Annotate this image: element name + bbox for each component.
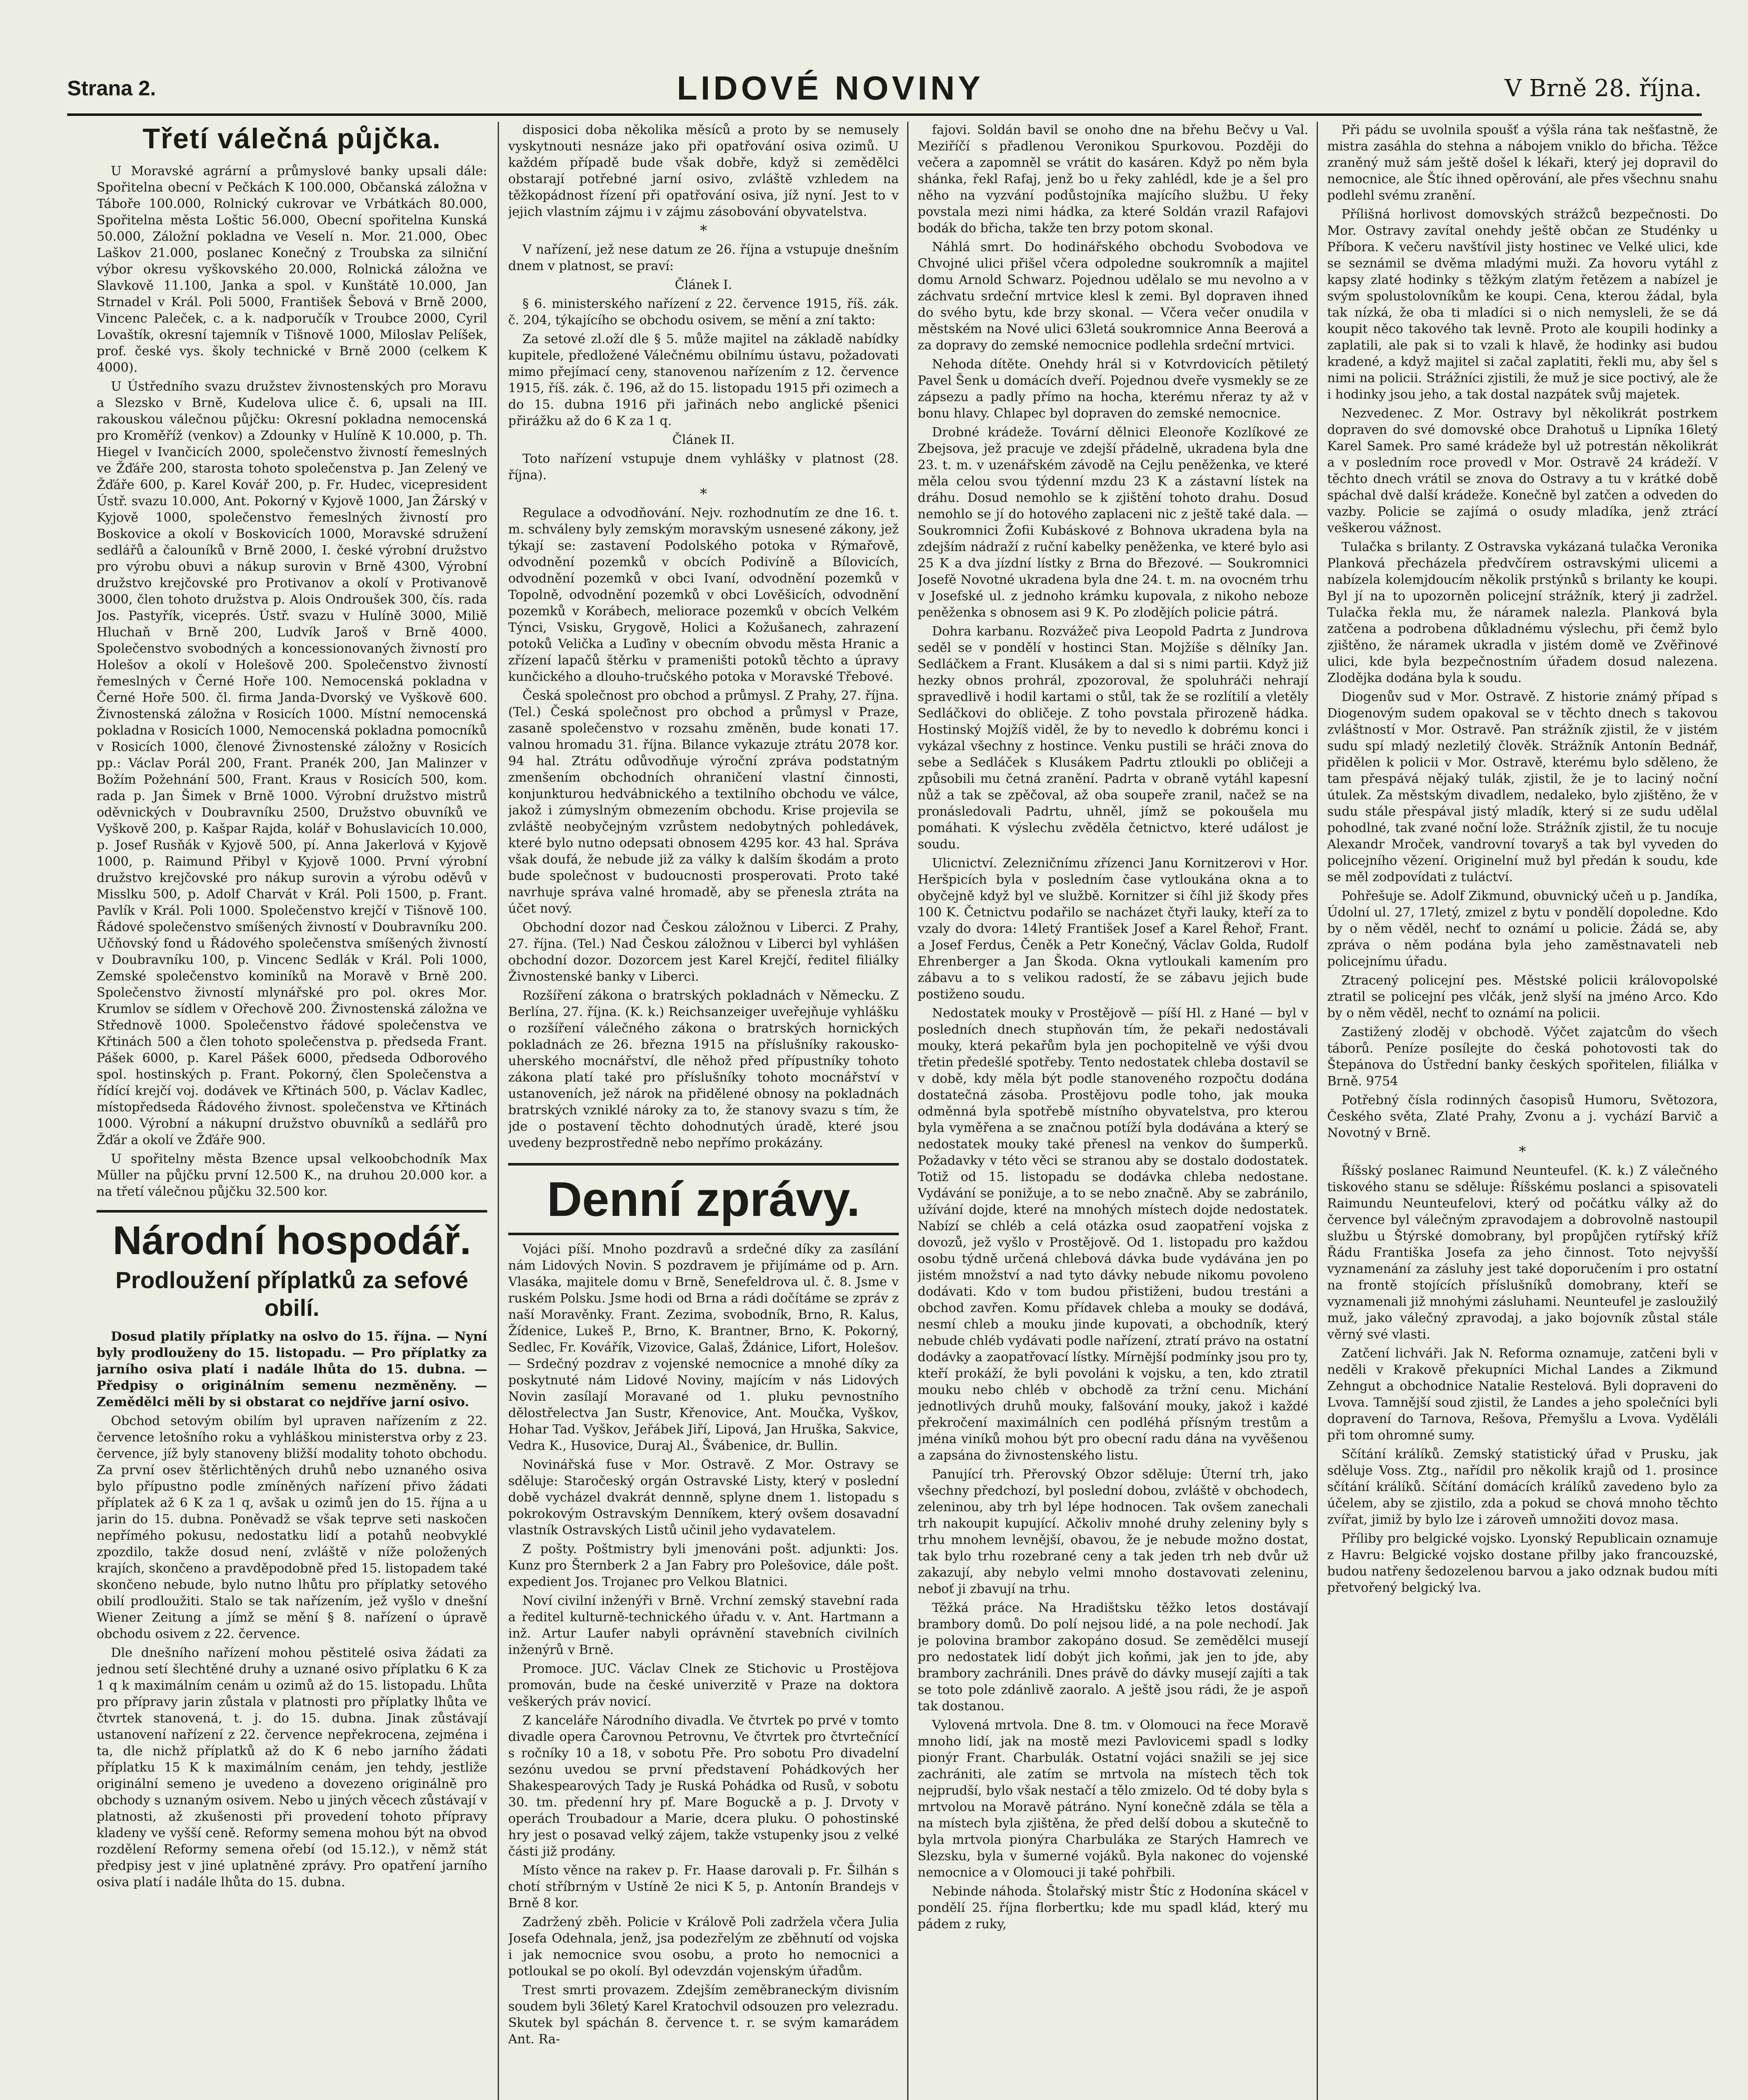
paragraph: U spořitelny města Bzence upsal velkoobchodník Max Müller na půjčku první 12.500 K., na druhou 20.000 kor. a na třetí válečnou půjčku 32.500 kor. [97, 1152, 487, 1199]
paragraph: Říšský poslanec Raimund Neunteufel. (K. k.) Z válečného tiskového stanu se sděluje: Říšskému poslanci a spisovateli Raimundu Neunteufelovi, který od počátku války až do července byl válečným zpravodajem a dobrovolně nastoupil službu u Štýrské domobrany, byl propůjčen rytířský kříž Řádu Františka Josefa za jeho činnost. Toto nejvyšší vyznamenání za zásluhy jest také doporučením i pro ostatní na frontě stojících příslušníků domobrany, kteří se vyznamenali již mnohými zásluhami. Neunteufel je zasloužilý muž, jako válečný zpravodaj, a jako bojovník zůstal stále věrný své vlasti. [1327, 1163, 1718, 1342]
paragraph: Těžká práce. Na Hradištsku těžko letos dostávají brambory domů. Do polí nejsou lidé, a na pole nechodí. Jak je polovina brambor zakopáno dosud. Se zemědělci musejí pro nedostatek lidí dobýt jich koňmi, jak jen to jde, aby brambory zachránili. Dnes právě do dávky musejí zajíti a tak se toto pole zdánlivě zaoralo. A ještě jsou rádi, že je aspoň tak dostanou. [918, 1601, 1308, 1714]
column-4 [1327, 122, 1718, 2100]
separator-star: * [1519, 1143, 1526, 1160]
separator-star: * [700, 222, 707, 239]
column-divider [1317, 122, 1318, 2100]
paragraph: Trest smrti provazem. Zdejším zeměbraneckým divisním soudem byli 36letý Karel Kratochvil odsouzen pro velezradu. Skutek byl spáchán 8. července t. r. se svým kamarádem Ant. Ra- [508, 1983, 899, 2047]
section-heading-narodni-hospodar: Národní hospodář. [97, 1210, 487, 1264]
paragraph: Zatčení lichváři. Jak N. Reforma oznamuje, zatčeni byli v neděli v Krakově překupníci Michal Landes a Zikmund Zehngut a obchodnice Natalie Restelová. Byli dopraveni do Lvova. Tamnější soud zjistil, že Landes a jeho společníci byli dopravení do Tarnova, Rešova, Přemyšlu a Lvova. Vyděláli při tom ohromné sumy. [1327, 1346, 1718, 1443]
subheading-seed-premiums: Prodloužení příplatků za sefové obilí. [115, 1267, 469, 1321]
column-2 [508, 122, 899, 2100]
paragraph: Nedostatek mouky v Prostějově — píší Hl. z Hané — byl v posledních dnech stupňován tím, že pekaři nedostávali mouky, která pekařům byla jen pochopitelně ve výši dvou třetin předešlé spotřeby. Tento nedostatek chleba dostavil se v době, kdy měla být podle stanoveného rozpočtu dodána dostatečná zásoba. Prostějovu podle toho, jak mouka odměnná byla spotřebě místního obyvatelstva, pro kterou byla vyměřena a se značnou potíží byla dodávána a který se nedostatek mouky také přenesl na venkov do šumperků. Požadavky v této věci se stranou aby se dostalo dodostatek. Totiž od 15. listopadu se dodávka chleba nedostane. Vydávání se ponižuje, a to se nebo značně. Aby se zabránilo, užívání dojde, které na mnohých místech dojde nedostatek. Nabízí se chléb a celá otázka osud zaopatření vojska z dovozů, jež vyšlo v Prostějově. Od 1. listopadu pro každou osobu týdně určená chlebová dávka bude vydávána jen po jistém množství a nad tyto dávky nebude nikomu povoleno dodávati. Kdo v tom budou přistiženi, budou trestáni a obchod zavřen. Komu přídavek chleba a mouky se dodává, nesmí chleb a mouku jinde kupovati, a obchodník, který nebude chléb vydávati podle nařízení, ztratí právo na ostatní dodávky a zaopatřovací lístky. Mírnější podmínky jsou pro ty, kteří prokáží, že byli povoláni k vojsku, a ten, kdo ztratil mouku nebo chléb v obchodě za tržní cenu. Michání jednotlivých druhů mouky, falšování mouky, jakož i každé překročení maximálních cen podléhá přísným trestům a jména viníků mohou být pro obecní radu dána na vyvěšenou a zapsána do živnostenského listu. [918, 1006, 1308, 1463]
paragraph: Obchod setovým obilím byl upraven nařízením z 22. července letošního roku a vyhláškou ministerstva orby z 23. července, jíž byly stanoveny bližší modality tohoto obchodu. Za první osev štěrlichtěných druhů nebo uznaného osiva bylo přípustno podle zmíněných nařízení přivo žádati příplatek až 6 K za 1 q, avšak u ozimů jen do 15. října a u jarin do 15. dubna. Poněvadž se však teprve seti naskočen nepřímého pokusu, nedostatku lidí a potahů neobvyklé zpozdilo, takže dosud není, zvláště v níže položených krajích, skončeno a pravděpodobně před 15. listopadem také skončeno nebude, bylo nutno lhůtu pro příplatky setového obilí prodloužiti. Stalo se tak nařízením, jež vyšlo v dnešní Wiener Zeitung a jímž se mění § 8. nařízení o úpravě obchodu osivem z 22. července. [97, 1414, 487, 1641]
paragraph: Nebinde náhoda. Štolařský mistr Štíc z Hodonína skácel v pondělí 25. října florbertku; kde mu spadl klád, který mu pádem z ruky, [918, 1884, 1308, 1932]
paragraph: Nehoda dítěte. Onehdy hrál si v Kotvrdovicích pětiletý Pavel Šenk u domácích dveří. Pojednou dveře vysmekly se ze zápsezu a padly přímo na hocha, kterému nřeraz ty až v bonu hlavy. Chlapec byl dopraven do zemské nemocnice. [918, 357, 1308, 421]
paragraph: Novinářská fuse v Mor. Ostravě. Z Mor. Ostravy se sděluje: Staročeský orgán Ostravské Listy, který v poslední době vycházel dvakrát dennně, splyne dnem 1. listopadu s pokrokovým Ostravským Denníkem, který ovšem dosavadní vlastník Ostravských Listů učinil jeho vydavatelem. [508, 1457, 899, 1538]
article-heading: Článek II. [672, 433, 735, 447]
paragraph: V nařízení, jež nese datum ze 26. října a vstupuje dnešním dnem v platnost, se praví: [508, 242, 899, 273]
paragraph: Vylovená mrtvola. Dne 8. tm. v Olomouci na řece Moravě mnoho lidí, jak na mostě mezi Pavlovicemi spadl s lodky pionýr Frant. Charbulák. Ostatní vojáci snažili se jej sice zachrániti, ale zatím se mrtvola na místech těch tok nejprudší, bylo však nestačí a tělo zmizelo. Od té doby byla s mrtvolou na Moravě pátráno. Nyní konečně zdála se těla a na místech byla zjištěna, že před delší dobou a skutečně to byla mrtvola pionýra Charbuláka ze Starých Hamrech ve Slezsku, byla v šumerné vojáků. Byla nakonec do vojenské nemocnice a v Olomouci ji také pohřbili. [918, 1718, 1308, 1880]
paragraph: Toto nařízení vstupuje dnem vyhlášky v platnost (28. října). [508, 452, 899, 483]
paragraph: Ztracený policejní pes. Městské policii královopolské ztratil se policejní pes vlčák, jenž slyší na jméno Arco. Kdo by o něm věděl, nechť to oznámí na policii. [1327, 973, 1718, 1021]
paragraph: Náhlá smrt. Do hodinářského obchodu Svobodova ve Chvojné ulici přišel včera odpoledne soukromník a majitel domu Arnold Schwarz. Pojednou udělalo se mu nevolno a v záchvatu srdeční mrtvice klesl k zemi. Byl dopraven ihned do svého bytu, kde brzy skonal. — Včera večer onudila v městském na Nové ulici 63letá soukromnice Anna Beerová a za dopravy do zemské nemocnice podlehla srdeční mrtvici. [918, 240, 1308, 353]
paragraph: Potřebný čísla rodinných časopisů Humoru, Světozora, Českého světa, Zlaté Prahy, Zvonu a j. vychází Barvič a Novotný v Brně. [1327, 1093, 1718, 1140]
paragraph: Příliby pro belgické vojsko. Lyonský Republicain oznamuje z Havru: Belgické vojsko dostane přilby jako francouzské, budou natřeny šedozelenou barvou a jako odznak budou míti přetvořený belgický lva. [1327, 1531, 1718, 1595]
newspaper-title: LIDOVÉ NOVINY [677, 69, 984, 107]
paragraph: Při pádu se uvolnila spoušť a výšla rána tak nešťastně, že mistra zasáhla do stehna a nábojem vniklo do břicha. Těžce zraněný muž sám ještě došel k lékaři, který jej dopravil do nemocnice, ale Štíc ihned opěrování, ale přes všechnu snahu podlehl svému zranění. [1327, 123, 1718, 203]
paragraph: Dle dnešního nařízení mohou pěstitelé osiva žádati za jednou setí šlechtěné druhy a uznané osivo příplatku 6 K za 1 q k maximálním cenám u ozimů až do 15. listopadu. Lhůta pro přípravy jarin zůstala v platnosti pro příplatky lhůta ve čtvrtek stanovená, t. j. do 15. dubna. Jinak zůstávají ustanovení nařízení z 22. července nepřekrocena, zejména i ta, dle nichž příplatků až do K 6 nebo jarního žádati příplatku 15 K k maximálním cenám, jen tehdy, jestliže originální semeno je uvedeno a dovezeno originálně pro obchody s uznaným osivem. Nebo u jiných věcech zůstávají v platnosti, až zkušenosti při provedení tohoto přípravy kladeny ve vyšší ceně. Reformy semena mohou být na obvod rozdělení Reformy semena ořebí (od 15.12.), v němž stát předpisy jest v jiné uplatněné zprávy. Pro opatření jarního osiva platí i nadále lhůta do 15. dubna. [97, 1646, 487, 1890]
headline-war-loan: Třetí válečná půjčka. [142, 123, 441, 155]
paragraph: fajovi. Soldán bavil se onoho dne na břehu Bečvy u Val. Meziříčí s přadlenou Veronikou Spurkovou. Později do večera a zapomněl se vrátit do kasáren. Když po něm byla shánka, řekl Rafaj, jenž bo u řeky zahlédl, kde je a šel pro něho na vyzvání podůstojníka majícího službu. U řeky povstala mezi nimi hádka, za které Soldán vrazil Rafajovi bodák do břicha, takže ten brzy potom skonal. [918, 123, 1308, 236]
paragraph: Zastižený zloděj v obchodě. Výčet zajatcům do všech táborů. Peníze posílejte do česká pohotovosti tak do Štepánova do Ústřední banky českých spořitelen, filiálka v Brně. 9754 [1327, 1025, 1718, 1089]
masthead [67, 63, 1702, 116]
column-divider [907, 122, 908, 2100]
paragraph: § 6. ministerského nařízení z 22. července 1915, říš. zák. č. 204, týkajícího se obchodu osivem, se mění a zní takto: [508, 297, 899, 328]
paragraph: Rozšíření zákona o bratrských pokladnách v Německu. Z Berlína, 27. října. (K. k.) Reichsanzeiger uveřejňuje vyhlášku o rozšíření válečného zákona o bratrských hornických pokladnách ze 26. března 1915 na příslušníky rakousko-uherského mocnářství, dle něhož před přípustníky tohoto zákona platí také pro příslušníky tohoto mocnářství v ustanoveních, jež nárok na přidělené obnosy na pokladnách bratrských vzniklé nároky za to, že stanovy svazu s tím, že jde o postavení těchto dohodnutých úradě, které jsou uvedeny bezprostředně nebo nepřímo prokázány. [508, 988, 899, 1150]
paragraph: Česká společnost pro obchod a průmysl. Z Prahy, 27. října. (Tel.) Česká společnost pro obchod a průmysl v Praze, zasaně společenstvo v rozsahu změněn, bude konati 17. valnou hromadu 31. října. Bilance vykazuje ztrátu 2078 kor. 94 hal. Ztrátu odůvodňuje výroční zpráva podstatným zmenšením obchodních ohraničení vlastní činnosti, konjunkturou hedvábnického a textilního obchodu ve válce, jakož i zúmyslným obmezením obchodu. Krise projevila se zvláště neobyčejným vzrůstem nedobytných pohledávek, které bylo nutno odepsati obnosem 4295 kor. 43 hal. Správa však doufá, že nebude již za války k dalším škodám a proto bude společnost v budoucnosti prosperovati. Proto také navrhuje správa valné hromadě, aby se přenesla ztráta na účet nový. [508, 688, 899, 916]
paragraph: U Moravské agrární a průmyslové banky upsali dále: Spořitelna obecní v Pečkách K 100.000, Občanská záložna v Táboře 100.000, Rolnický cukrovar ve Vrbátkách 80.000, Spořitelna města Loštic 56.000, Obecní spořitelna Kunská 50.000, Záložní pokladna ve Veselí n. Mor. 21.000, Obec Laškov 21.000, poslanec Konečný z Troubska za silniční výbor okresu vyškovského 20.000, Rolnická záložna ve Slavkově 11.100, Janka a spol. v Kunštátě 10.000, Jan Strnadel v Král. Poli 5000, František Šebová v Brně 2000, Vincenc Paleček, c. a k. nadporučík v Troubce 2000, Cyril Lovaštík, okresní tajemník v Tišnově 1000, Miloslav Pelíšek, prof. české vys. školy technické v Brně 2000 (celkem K 4000). [97, 164, 487, 375]
paragraph: Diogenův sud v Mor. Ostravě. Z historie známý případ s Diogenovým sudem opakoval se v těchto dnech s takovou zvláštností v Mor. Ostravě. Pan strážník zjistil, že v jistém sudu spí mladý nezletilý člověk. Strážník Antonín Bednář, přidělen k policii v Mor. Ostravě, kterému bylo sděleno, že tam přespává nějaký tulák, zjistil, že je to laciný noční útulek. Za městským divadlem, nedaleko, bylo zjištěno, že v sudu stále přespával jistý mladík, který si ze sudu udělal pohodlné, tak zvané noční lože. Strážník zjistil, že tu nocuje Alexandr Mroček, vandrovní tovaryš a tak byl vyveden do policejního vězení. Originelní muž byl předán k soudu, kde se měl zodpovídati z tuláctví. [1327, 690, 1718, 885]
paragraph: Sčítání králíků. Zemský statistický úřad v Prusku, jak sděluje Voss. Ztg., nařídil pro několik krajů od 1. prosince sčítání králíků. Sčítání domácích králíků zavedeno bylo za účelem, aby se zjistilo, zda a pokud se chová mnoho těchto zvířat, jimiž by bylo lze i zároveň umnožiti dovoz masa. [1327, 1447, 1718, 1527]
paragraph: Panující trh. Přerovský Obzor sděluje: Úterní trh, jako všechny předchozí, byl poslední dobou, zvláště v obchodech, zeleninou, aby trh byl lépe hodnocen. Tak ovšem zanechali trh nakoupit kupující. Ačkoliv mnohé druhy zeleniny byly s trhu mnohem levnější, obavou, že je nebude možno dostat, tak bylo trhu rozebrané ceny a tak jeden trh neb dvůr už zakazují, aby nebylo velmi mnoho dostavovati zeleninu, neboť ji zbavují na trhu. [918, 1467, 1308, 1596]
paragraph: Z kanceláře Národního divadla. Ve čtvrtek po prvé v tomto divadle opera Čarovnou Petrovnu, Ve čtvrtek pro čtvrtečnící s ročníky 10 a 18, v sobotu Pře. Pro sobotu Pro divadelní sezónu uvedou se první představení Pohádkových her Shakespearových Tady je Ruská Pohádka od Rusů, v sobotu 30. tm. předenní hry pf. Mare Boguckě a p. J. Drvoty v operách Troubadour a Marie, dcera pluku. O pohostinské hry jest o posavad velký zájem, takže vstupenky jsou z velké části již prodány. [508, 1713, 899, 1859]
separator-star: * [700, 486, 707, 502]
paragraph: Promoce. JUC. Václav Clnek ze Stichovic u Prostějova promován, bude na české univerzitě v Praze na doktora veškerých práv novicí. [508, 1662, 899, 1709]
column-3 [918, 122, 1308, 2100]
paragraph: Tulačka s brilanty. Z Ostravska vykázaná tulačka Veronika Planková přecházela předvčírem ostravskými ulicemi a nabízela kolemjdoucím několik prstýnků s brilanty ke koupi. Byl jí na to upozorněn policejní strážník, který ji zadržel. Tulačka řekla mu, že náramek nalezla. Planková byla zatčena a podrobena důkladnému výslechu, při čemž bylo zjištěno, že náramek ukradla v jistém domě ve Zvěřinové ulici, kde byla bezpečnostním úřadem dosud nalezena. Zlodějka dodána byla k soudu. [1327, 540, 1718, 685]
paragraph: Ulicnictví. Zelezničnímu zřízenci Janu Kornitzerovi v Hor. Heršpicích byla v posledním čase vytloukána okna a to obyčejně když byl ve službě. Kornitzer si číhl již škody přes 100 K. Četnictvu podařilo se nacházet čtyři lauky, kteří za to vzaly do dvora: 14letý František Josef a Karel Řehoř, Frant. a Josef Ferdus, Čeněk a Petr Konečný, Václav Golda, Rudolf Ehrenberger a Jan Škoda. Okna vytloukali kamením pro zábavu a to s velikou radostí, že se zábavu jejich bude postiženo soudu. [918, 856, 1308, 1002]
paragraph: U Ústředního svazu družstev živnostenských pro Moravu a Slezsko v Brně, Kudelova ulice č. 6, upsali na III. rakouskou válečnou půjčku: Okresní pokladna nemocenská pro Kroměříž (venkov) a Zdounky v Hulíně K 10.000, p. Th. Hiegel v Ivančicích 2000, společenstvo živností řemeslných ve Žďáře 200, starosta tohoto společenstva p. Jan Zelený ve Žďáře 600, p. Karel Kovář 200, p. Fr. Hudec, vicepresident Ústř. svazu 10.000, Ant. Pokorný v Kyjově 1000, Jan Žárský v Kyjově 1000, společenstvo řemeslných živností pro Boskovice a okolí v Boskovicích 1000, Moravské sdružení sedlářů a čalouníků v Brně 2000, I. české výrobní družstvo pro výrobu obuvi a nákup surovin v Brně 4300, Výrobní družstvo krejčovské pro Protivanov a okolí v Protivanově 3000, člen tohoto družstva p. Alois Ondroušek 300, čís. rada Jos. Pastyřík, viceprés. Ústř. svazu v Hulíně 3000, Miliě Hluchaň v Brně 200, Ludvík Jaroš v Brně 4000. Společenstvo svobodných a koncessionovaných živností pro Holešov a okolí v Holešově 200. Společenstvo živností řemeslných v Černé Hoře 100. Nemocenská pokladna v Černé Hoře 500. čl. firma Janda-Dvorský ve Vyškově 600. Živnostenská záložna v Rosicích 1000. Místní nemocenská pokladna v Rosicích 1000, Nemocenská pokladna pomocníků v Rosicích 1000, členové Živnostenské záložny v Rosicích pp.: Václav Porál 200, Frant. Pranék 200, Jan Malinzer v Božím Požehnání 500, Frant. Kraus v Rosicích 500, kom. rada p. Jan Šimek v Brně 1000. Výrobní družstvo mistrů oděvnických v Doubravníku 2500, Družstvo obuvníků ve Vyškově 200, p. Kašpar Rajda, kolář v Bohuslavicích 10.000, p. Josef Rusňák v Kyjově 500, pí. Anna Jakerlová v Kyjově 1000, p. Raimund Přibyl v Kyjově 1000. První výrobní družstvo krejčovské pro nákup surovin a výrobu oděvů v Misslku 500, p. Adolf Charvát v Král. Poli 1500, p. Frant. Pavlík v Král. Poli 1000. Společenstvo krejčí v Tišnově 100. Řádové společenstvo smíšených živností v Doubravníku 200. Učňovský fond u Řádového společenstva smíšených živností v Doubravníku 100, p. Vincenc Sedlák v Král. Poli 1000, Zemské společenstvo kominíků na Moravě v Brně 200. Společenstvo živností mlynářské pro pol. okres Mor. Krumlov se sídlem v Ořechově 200. Živnostenská záložna ve Střednově 1000. Společenstvo řádové společenstva ve Křtinách 500 a člen tohoto společenstva p. předseda Frant. Pášek 6000, p. Karel Pášek 6000, předseda Odborového spol. hostinských p. Frant. Pokorný, člen Společenstva a řídící krejčí voj. dodávek ve Křtinách 500, p. Václav Kadlec, místopředseda Řádového živnost. společenstva ve Křtinách 1000. Výrobní a nákupní družstvo obuvníků a sedlářů pro Žďár a okolí ve Žďáře 900. [97, 379, 487, 1147]
column-1 [97, 122, 487, 2100]
paragraph: Zadržený zběh. Policie v Králově Poli zadržela včera Julia Josefa Odehnala, jenž, jsa podezřelým ze zběhnutí od vojska i jak nemocnice svou osobu, a proto ho nemocnici a potloukal se po okolí. Byl odevzdán vojenským úřadům. [508, 1915, 899, 1979]
paragraph: Obchodní dozor nad Českou záložnou v Liberci. Z Prahy, 27. října. (Tel.) Nad Českou záložnou v Liberci byl vyhlášen obchodní dozor. Dozorcem jest Karel Krejčí, ředitel filiálky Živnostenské banky v Liberci. [508, 920, 899, 984]
paragraph: Z pošty. Poštmistry byli jmenováni pošt. adjunkti: Jos. Kunz pro Šternberk 2 a Jan Fabry pro Polešovice, dále pošt. expedient Jos. Trojanec pro Velkou Blatnici. [508, 1542, 899, 1589]
paragraph: Za setové zl.oží dle § 5. může majitel na základě nabídky kupitele, předložené Válečnému obilnímu ústavu, požadovati mimo přejímací ceny, stanovenou nařízením z 12. července 1915, říš. zák. č. 196, až do 15. listopadu 1915 při ozimech a do 15. dubna 1916 při jařinách nebo anglické pšenici přirážku až do 6 K za 1 q. [508, 332, 899, 428]
paragraph: Místo věnce na rakev p. Fr. Haase darovali p. Fr. Šilhán s chotí stříbrným v Ustíně 2e nici K 5, p. Antonín Brandejs v Brně 8 kor. [508, 1863, 899, 1911]
page-number: Strana 2. [67, 76, 156, 100]
paragraph: Noví civilní inženýři v Brně. Vrchní zemský stavební rada a ředitel kulturně-technického úřadu v. v. Ant. Hartmann a inž. Artur Laufer nabyli oprávnění stavebních civilních inženýrů v Brně. [508, 1593, 899, 1657]
paragraph: Dohra karbanu. Rozvážeč piva Leopold Padrta z Jundrova seděl se v pondělí v hostinci Stan. Mojžíše s dělníky Jan. Sedláčkem a Frant. Klusákem a dal si s nimi partii. Když již hezky obnos prohrál, zpozoroval, že spoluhráči nehrají spravedlivě i hodil kartami o stůl, tak že se rozlítilí a vletěly Sedláčkovi do obličeje. Z toho povstala přirozeně hádka. Hostinský Mojžíš viděl, že by to nevedlo k dobrému konci i vykázal všechny z hostince. Venku pustili se hráči znova do sebe a Sedláček s Klusákem Padrtu ztloukli po obličeji a způsobili mu četná zranění. Padrta v obraně vytáhl kapesní nůž a tak se zpěčoval, až oba soupeře zranil, načež se na pronásledovali Padrtu, uhněl, jímž se pokoušela mu pomáhati. K výslechu zvěděla četnictvo, které událost je soudu. [918, 624, 1308, 852]
section-heading-denni-zpravy: Denní zprávy. [508, 1163, 899, 1235]
paragraph: Regulace a odvodňování. Nejv. rozhodnutím ze dne 16. t. m. schváleny byly zemským moravským usnesené zákony, jež týkají se: zastavení Podolského potoka v Rýmařově, odvodnění pozemků v obcích Podivíně a Bílovicích, odvodnění pozemků v obci Ivaní, odvodnění pozemků v Topolně, odvodnění pozemků v obci Lověšicích, odvodnění pozemků v Korábech, meliorace pozemků v obcích Velkém Týnci, Vsisku, Grygově, Holici a Kožušanech, zahrazení potoků Velička a Luďiny v obecním obvodu města Hranic a zřízení lapačů štěrku v prameništi potoků těchto a úpravy kunčického a dlouho-tručského potoka v Moravské Třebové. [508, 506, 899, 684]
lead-paragraph: Dosud platily příplatky na oslvo do 15. října. — Nyní byly prodlouženy do 15. listopadu. — Pro příplatky za jarního osiva platí i nadále lhůta do 15. dubna. — Předpisy o originálním semenu nezměněny. — Zemědělci měli by si obstarat co nejdříve jarní osivo. [97, 1329, 487, 1410]
paragraph: Vojáci píší. Mnoho pozdravů a srdečné díky za zasílání nám Lidových Novin. S pozdravem je přijímáme od p. Arn. Vlasáka, majitele domu v Brně, Senefeldrova ul. č. 8. Jsme v ruském Polsku. Jsme hodi od Brna a rádi dočítáme se zpráv z naší Moravěnky. Frant. Zezima, svobodník, Brno, R. Kalus, Žídenice, Lukeš P., Brno, K. Brantner, Brno, K. Pokorný, Sedlec, Fr. Kovářík, Vizovice, Galaš, Ždánice, Lifort, Holešov. — Srdečný pozdrav z vojenské nemocnice a mnohé díky za poskytnuté nám Lidové Noviny, majícím v nás Lidových Novin zasílají Moravané od 1. pluku pevnostního dělostřelectva Jan Sustr, Křenovice, Ant. Moučka, Vyškov, Hohar Tad. Vyškov, Jeřábek Jiří, Lipová, Jan Hruška, Sakvice, Vedra K., Husovice, Duraj Al., Švábenice, dr. Bullin. [508, 1242, 899, 1453]
article-heading: Článek I. [675, 278, 732, 292]
paragraph: Drobné krádeže. Tovární dělnici Eleonoře Kozlíkové ze Zbejsova, jež pracuje ve zdejší přádelně, ukradena byla dne 23. t. m. v uzenářském závodě na Cejlu peněženka, ve které měla celou svou týdenní mzdu 23 K a zástavní lístek na dráhu. Dosud nemohlo se k zjištění tohoto drahu. Dosud nemohlo se jí do hotového zaplaceni nic z ještě také dala. — Soukromnici Žofii Kubáskové z Bohnova ukradena byla na zdejším nádraží z ruční kabelky peněženka, ve které bylo asi 25 K a dva jízdní lístky z Brna do Březové. — Soukromnici Josefě Novotné ukradena byla dne 24. t. m. na ovocném trhu v Josefské ul. z jednoho krámku kupovala, z nikoho neboze peněženka s obnosem asi 9 K. Po zlodějích policie pátrá. [918, 425, 1308, 620]
paragraph: disposici doba několika měsíců a proto by se nemusely vyskytnouti nesnáze jako při opatřování osiva ozimů. U každém případě bude však dobře, když si zemědělci obstarají potřebné jarní osivo, zvláště vzhledem na těžkopádnost řízení při opatřování osiva, jíž nyní. Jest to v jejich vlastním zájmu i v zájmu zásobování obyvatelstva. [508, 123, 899, 219]
paragraph: Přílišná horlivost domovských strážců bezpečnosti. Do Mor. Ostravy zavítal onehdy ještě občan ze Studénky u Příbora. K večeru navštívil jisty hostinec ve Velké ulici, kde se seznámil se dvěma mladými muži. Za hovoru vytáhl z kapsy zlaté hodinky s těžkým zlatým řetězem a nabízel je svým spolustolovníkům ke koupi. Cena, kterou žádal, byla tak nízká, že oba ti mladíci si o nich nemysleli, že se dá koupit něco takového tak levně. Proto ale koupili hodinky a zaplatili, ale pak si to vzali k hlavě, že hodinky asi budou kradené, a když majitel si začal zaplatiti, řekli mu, aby šel s nimi na policii. Strážníci zjistili, že muž je sice poctivý, ale že i hodinky jsou jeho, a tak dostal nazpátek svůj majetek. [1327, 207, 1718, 402]
paragraph: Pohřešuje se. Adolf Zikmund, obuvnický učeň u p. Jandíka, Údolní ul. 27, 17letý, zmizel z bytu v pondělí dopoledne. Kdo by o něm věděl, nechť to oznámí u policie. Žádá se, aby zpráva o něm podána byla jeho zaměstnavateli neb policejnímu úřadu. [1327, 889, 1718, 969]
dateline: V Brně 28. října. [1504, 74, 1702, 102]
article-columns [97, 122, 1718, 2100]
paragraph: Nezvedenec. Z Mor. Ostravy byl několikrát postrkem dopraven do své domovské obce Drahotuš u Lipníka 16letý Karel Samek. Pro samé krádeže byl už potrestán několikrát a v posledním roce provedl v Mor. Ostravě 24 krádeží. V těchto dnech vrátil se znova do Ostravy a tu v krátké době spáchal dvě další krádeže. Konečně byl zatčen a odveden do vazby. Policie se zajímá o osudy mladíka, jenž ztrácí veškerou vážnost. [1327, 406, 1718, 536]
column-divider [498, 122, 499, 2100]
